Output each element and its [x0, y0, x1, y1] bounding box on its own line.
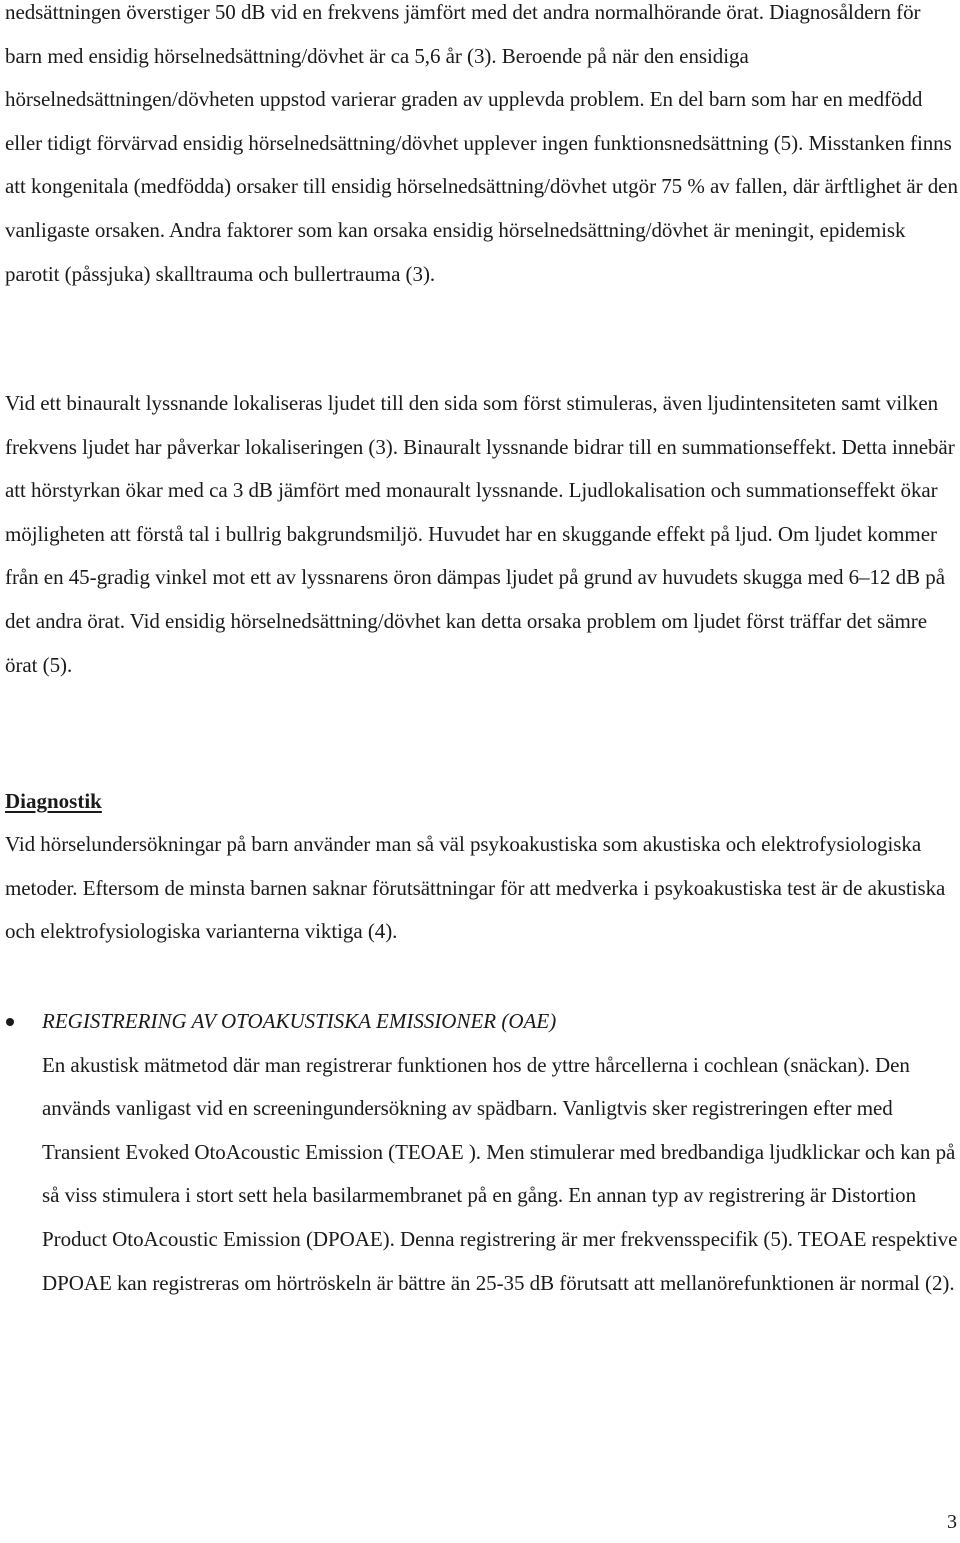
paragraph-diagnostik: Vid hörselundersökningar på barn använder man så väl psykoakustiska som akustiska och elektrofysiologiska metoder. Eftersom de minsta barnen saknar förutsättningar för att medverka i psykoakustiska test är de akustiska och elektrofysiologiska varianterna viktiga (4).: [5, 832, 946, 944]
paragraph-binaural-listening: Vid ett binauralt lyssnande lokaliseras ljudet till den sida som först stimuleras, även ljudintensiteten samt vilken frekvens ljudet har påverkar lokaliseringen (3). Binauralt lyssnande bidrar till en summationseffekt. Detta innebär att hörstyrkan ökar med ca 3 dB jämfört med monauralt lyssnande. Ljudlokalisation och summationseffekt ökar möjligheten att förstå tal i bullrig bakgrundsmiljö. Huvudet har en skuggande effekt på ljud. Om ljudet kommer från en 45-gradig vinkel mot ett av lyssnarens öron dämpas ljudet på grund av huvudets skugga med 6–12 dB på det andra örat. Vid ensidig hörselnedsättning/dövhet kan detta orsaka problem om ljudet först träffar det sämre örat (5).: [5, 391, 955, 677]
bullet-item-body: En akustisk mätmetod där man registrerar funktionen hos de yttre hårcellerna i cochlean (snäckan). Den används vanligast vid en screeningundersökning av spädbarn. Vanligtvis sker registreringen efter med Transient Evoked OtoAcoustic Emission (TEOAE ). Men stimulerar med bredbandiga ljudklickar och kan på så viss stimulera i stort sett hela basilarmembranet på en gång. En annan typ av registrering är Distortion Product OtoAcoustic Emission (DPOAE). Denna registrering är mer frekvensspecifik (5). TEOAE respektive DPOAE kan registreras om hörtröskeln är bättre än 25-35 dB förutsatt att mellanörefunktionen är normal (2).: [42, 1052, 958, 1295]
section-heading-diagnostik: Diagnostik: [5, 789, 102, 813]
page-number: 3: [947, 1511, 957, 1533]
bullet-icon: [6, 1018, 14, 1026]
bullet-item-title: REGISTRERING AV OTOAKUSTISKA EMISSIONER (OAE): [42, 1009, 557, 1033]
paragraph-unilateral-hearing-loss: nedsättningen överstiger 50 dB vid en frekvens jämfört med det andra normalhörande örat. Diagnosåldern för barn med ensidig hörselnedsättning/dövhet är ca 5,6 år (3). Beroende på när den ensidiga hörselnedsättningen/dövheten uppstod varierar graden av upplevda problem. En del barn som har en medfödd eller tidigt förvärvad ensidig hörselnedsättning/dövhet upplever ingen funktionsnedsättning (5). Misstanken finns att kongenitala (medfödda) orsaker till ensidig hörselnedsättning/dövhet utgör 75 % av fallen, där ärftlighet är den vanligaste orsaken. Andra faktorer som kan orsaka ensidig hörselnedsättning/dövhet är meningit, epidemisk parotit (påssjuka) skalltrauma och bullertrauma (3).: [5, 0, 958, 286]
